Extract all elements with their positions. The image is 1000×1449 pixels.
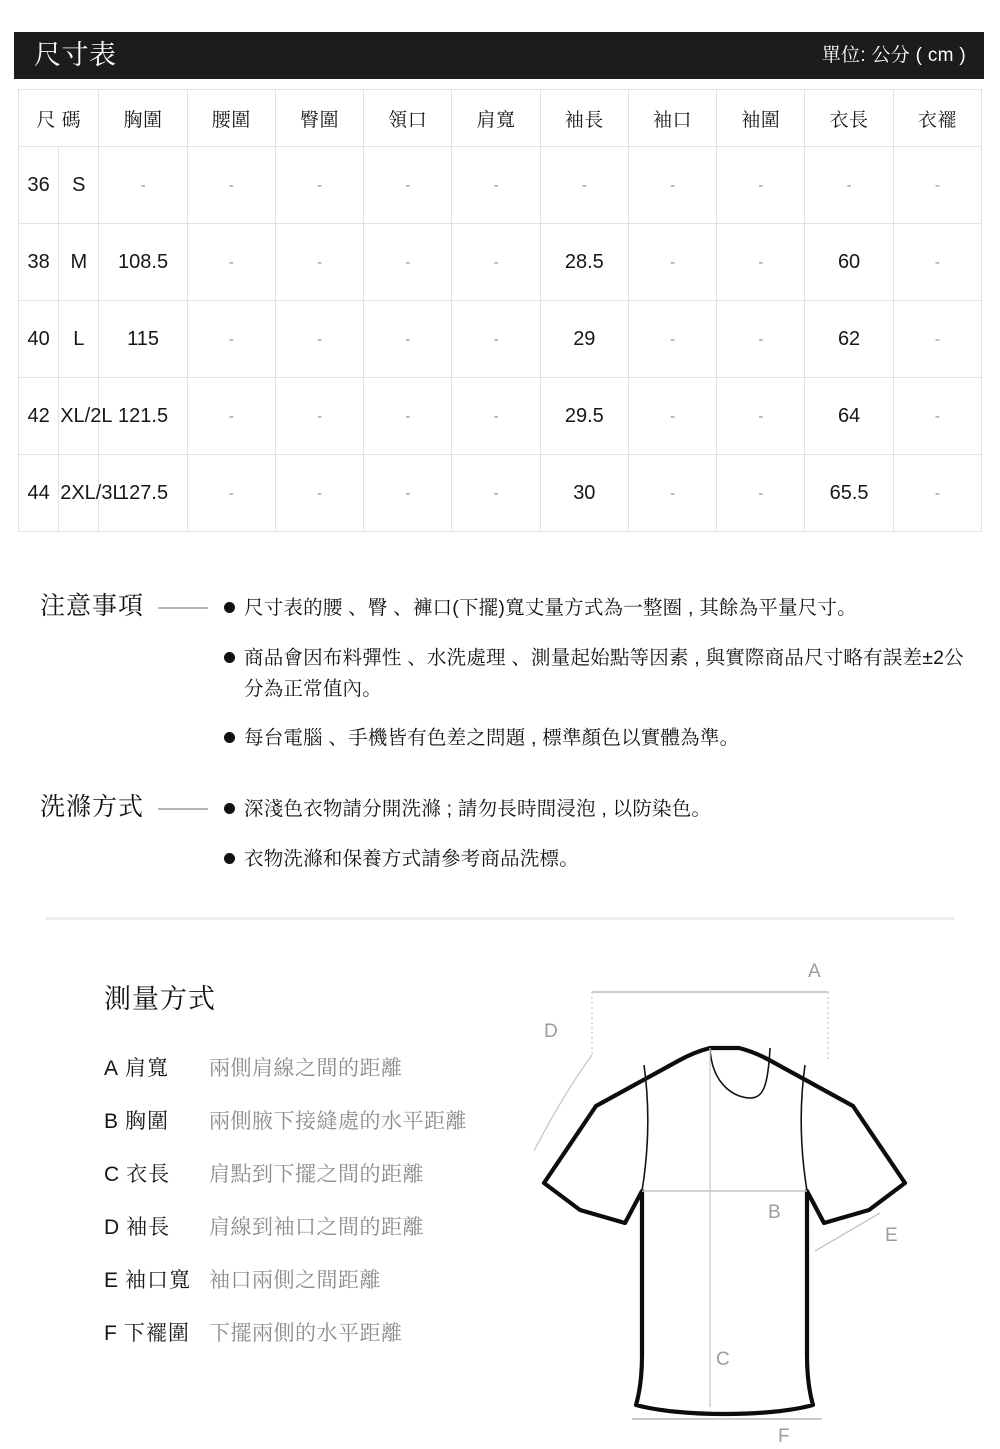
column-header-sleeve-length: 袖長 (540, 90, 628, 147)
unit-label: 單位: 公分 ( cm ) (821, 45, 966, 66)
measure-item-name: 下襬圍 (123, 1322, 190, 1345)
cell-hip: - (275, 378, 363, 455)
table-row (19, 378, 982, 455)
cell-size-alpha: XL/2L (59, 378, 99, 455)
measure-item-letter: D (104, 1216, 121, 1239)
cell-size-number: 38 (19, 224, 59, 301)
measure-item-key (104, 1052, 209, 1082)
cell-sleeve-circumference: - (717, 455, 805, 532)
section-divider (45, 917, 955, 920)
measure-item-letter: B (104, 1110, 120, 1133)
measure-item-c (104, 1158, 524, 1211)
tshirt-diagram (520, 955, 980, 1447)
cell-garment-length: 64 (805, 378, 893, 455)
cell-sleeve-length: 28.5 (540, 224, 628, 301)
cell-neck: - (364, 224, 452, 301)
measure-item-letter: A (104, 1057, 120, 1080)
cell-chest: 108.5 (99, 224, 187, 301)
dimension-label-b: B (768, 1202, 781, 1223)
measure-item-letter: C (104, 1163, 121, 1186)
size-chart-header (14, 32, 984, 79)
cell-garment-length: - (805, 147, 893, 224)
cell-garment-length: 65.5 (805, 455, 893, 532)
size-table-head (19, 90, 982, 147)
notice-item (224, 593, 970, 624)
column-header-chest: 胸圍 (99, 90, 187, 147)
size-table (18, 89, 982, 532)
column-header-sleeve-circumference: 袖圍 (717, 90, 805, 147)
notice-item-text: 商品會因布料彈性 、水洗處理 、測量起始點等因素 , 與實際商品尺寸略有誤差±2公分為正常值內。 (244, 646, 964, 700)
cell-hip: - (275, 455, 363, 532)
measure-item-description: 肩點到下擺之間的距離 (209, 1163, 424, 1186)
washing-label: 洗滌方式 (40, 793, 145, 821)
measure-item-description: 下擺兩側的水平距離 (209, 1322, 403, 1345)
measure-item-letter: E (104, 1269, 120, 1292)
cell-shoulder: - (452, 455, 540, 532)
measure-item-list (104, 1052, 524, 1370)
cell-hem: - (893, 378, 981, 455)
cell-hip: - (275, 147, 363, 224)
cell-size-alpha: 2XL/3L (59, 455, 99, 532)
cell-hem: - (893, 147, 981, 224)
bullet-icon (224, 602, 235, 613)
measure-item-description: 肩線到袖口之間的距離 (209, 1216, 424, 1239)
table-row (19, 224, 982, 301)
measure-item-name: 肩寬 (125, 1057, 170, 1080)
notice-label: 注意事項 (40, 592, 145, 620)
table-header-row (19, 90, 982, 147)
cell-garment-length: 62 (805, 301, 893, 378)
cell-neck: - (364, 378, 452, 455)
cell-sleeve-length: 29 (540, 301, 628, 378)
cell-waist: - (187, 378, 275, 455)
cell-size-alpha: L (59, 301, 99, 378)
cell-waist: - (187, 147, 275, 224)
cell-sleeve-length: 29.5 (540, 378, 628, 455)
washing-item (224, 844, 970, 875)
washing-item-text: 衣物洗滌和保養方式請參考商品洗標。 (244, 847, 579, 870)
cell-shoulder: - (452, 301, 540, 378)
measure-item-f (104, 1317, 524, 1370)
dimension-label-e: E (885, 1225, 898, 1246)
notice-item-text: 尺寸表的腰 、臀 、褲口(下擺)寬丈量方式為一整圈 , 其餘為平量尺寸。 (244, 597, 857, 619)
bullet-icon (224, 803, 235, 814)
cell-hem: - (893, 301, 981, 378)
cell-hem: - (893, 224, 981, 301)
cell-neck: - (364, 455, 452, 532)
dimension-label-d: D (544, 1021, 558, 1042)
cell-shoulder: - (452, 378, 540, 455)
column-header-hip: 臀圍 (275, 90, 363, 147)
measure-item-key (104, 1264, 209, 1294)
measure-item-letter: F (104, 1322, 118, 1345)
size-table-body (19, 147, 982, 532)
cell-chest: - (99, 147, 187, 224)
cell-size-alpha: S (59, 147, 99, 224)
cell-size-number: 42 (19, 378, 59, 455)
bullet-icon (224, 652, 235, 663)
column-header-cuff: 袖口 (628, 90, 716, 147)
cell-neck: - (364, 301, 452, 378)
cell-cuff: - (628, 301, 716, 378)
cell-cuff: - (628, 378, 716, 455)
cell-waist: - (187, 455, 275, 532)
dimension-label-a: A (808, 961, 821, 982)
notice-item-list (224, 592, 970, 754)
page-title: 尺寸表 (34, 40, 117, 70)
dimension-f-hem-width (632, 1419, 822, 1447)
measure-item-b (104, 1105, 524, 1158)
cell-hip: - (275, 301, 363, 378)
table-row (19, 301, 982, 378)
measure-item-description: 袖口兩側之間距離 (209, 1269, 381, 1292)
column-header-hem: 衣襬 (893, 90, 981, 147)
measure-item-key (104, 1105, 209, 1135)
measure-item-name: 袖口寬 (125, 1269, 192, 1292)
notice-section (40, 592, 970, 754)
cell-sleeve-circumference: - (717, 301, 805, 378)
notice-item (224, 723, 970, 754)
cell-hem: - (893, 455, 981, 532)
cell-hip: - (275, 224, 363, 301)
measure-item-key (104, 1158, 209, 1188)
measure-item-name: 衣長 (126, 1163, 171, 1186)
cell-sleeve-length: - (540, 147, 628, 224)
cell-size-number: 40 (19, 301, 59, 378)
washing-item-text: 深淺色衣物請分開洗滌 ; 請勿長時間浸泡 , 以防染色。 (244, 798, 712, 820)
measure-section-title: 測量方式 (104, 984, 216, 1014)
cell-shoulder: - (452, 147, 540, 224)
cell-chest: 115 (99, 301, 187, 378)
cell-sleeve-circumference: - (717, 147, 805, 224)
cell-sleeve-circumference: - (717, 224, 805, 301)
measure-item-name: 袖長 (126, 1216, 171, 1239)
cell-chest: 121.5 (99, 378, 187, 455)
cell-chest: 127.5 (99, 455, 187, 532)
measure-item-a (104, 1052, 524, 1105)
cell-cuff: - (628, 224, 716, 301)
cell-waist: - (187, 224, 275, 301)
column-header-neck: 領口 (364, 90, 452, 147)
cell-waist: - (187, 301, 275, 378)
column-header-garment-length: 衣長 (805, 90, 893, 147)
bullet-icon (224, 732, 235, 743)
table-row (19, 147, 982, 224)
bullet-icon (224, 853, 235, 864)
cell-cuff: - (628, 455, 716, 532)
cell-size-number: 44 (19, 455, 59, 532)
washing-item-list (224, 793, 970, 875)
cell-sleeve-circumference: - (717, 378, 805, 455)
cell-size-number: 36 (19, 147, 59, 224)
washing-item (224, 794, 970, 825)
measure-item-d (104, 1211, 524, 1264)
cell-shoulder: - (452, 224, 540, 301)
notice-rule-divider (158, 607, 208, 609)
measure-item-e (104, 1264, 524, 1317)
notice-item-text: 每台電腦 、手機皆有色差之問題 , 標準顏色以實體為準。 (244, 727, 740, 750)
column-header-waist: 腰圍 (187, 90, 275, 147)
cell-sleeve-length: 30 (540, 455, 628, 532)
cell-garment-length: 60 (805, 224, 893, 301)
measure-item-key (104, 1317, 209, 1347)
column-header-size: 尺 碼 (19, 90, 99, 147)
dimension-label-c: C (716, 1349, 730, 1370)
washing-section (40, 793, 970, 875)
cell-cuff: - (628, 147, 716, 224)
notice-item (224, 643, 970, 705)
washing-rule-divider (158, 808, 208, 810)
cell-neck: - (364, 147, 452, 224)
dimension-label-f: F (778, 1426, 790, 1447)
column-header-shoulder: 肩寬 (452, 90, 540, 147)
table-row (19, 455, 982, 532)
measure-item-description: 兩側肩線之間的距離 (209, 1057, 403, 1080)
measure-item-name: 胸圍 (125, 1110, 170, 1133)
cell-size-alpha: M (59, 224, 99, 301)
measure-item-key (104, 1211, 209, 1241)
measure-item-description: 兩側腋下接縫處的水平距離 (209, 1110, 467, 1133)
